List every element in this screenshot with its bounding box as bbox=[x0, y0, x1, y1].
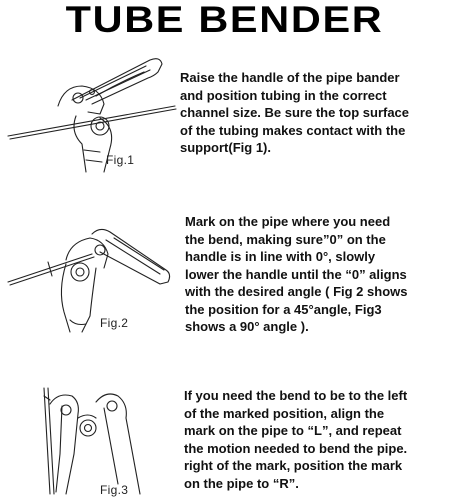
figure-1-illustration bbox=[0, 52, 178, 172]
figure-3-label: Fig.3 bbox=[100, 483, 129, 497]
step-3-text: If you need the bend to be to the left of the marked position, align the mark on the pipe to “L”, and repeat the motion needed to bend the pipe. right of the mark, position the mark on the pipe to “R”. bbox=[184, 388, 408, 491]
figure-2-illustration bbox=[0, 212, 180, 342]
document-title: TUBE BENDER bbox=[65, 0, 384, 40]
step-2-text: Mark on the pipe where you need the bend, making sure”0” on the handle is in line with 0°, slowly lower the handle until the “0” aligns with the desired angle ( Fig 2 shows the position for a 45°angle, Fig3 shows a 90° angle ). bbox=[185, 214, 408, 334]
figure-1-label: Fig.1 bbox=[106, 153, 135, 167]
figure-3-illustration bbox=[0, 384, 180, 500]
step-1-text: Raise the handle of the pipe bander and position tubing in the correct channel size. Be sure the top surface of the tubing makes contact with the support(Fig 1). bbox=[180, 70, 410, 155]
figure-2-label: Fig.2 bbox=[100, 316, 129, 330]
